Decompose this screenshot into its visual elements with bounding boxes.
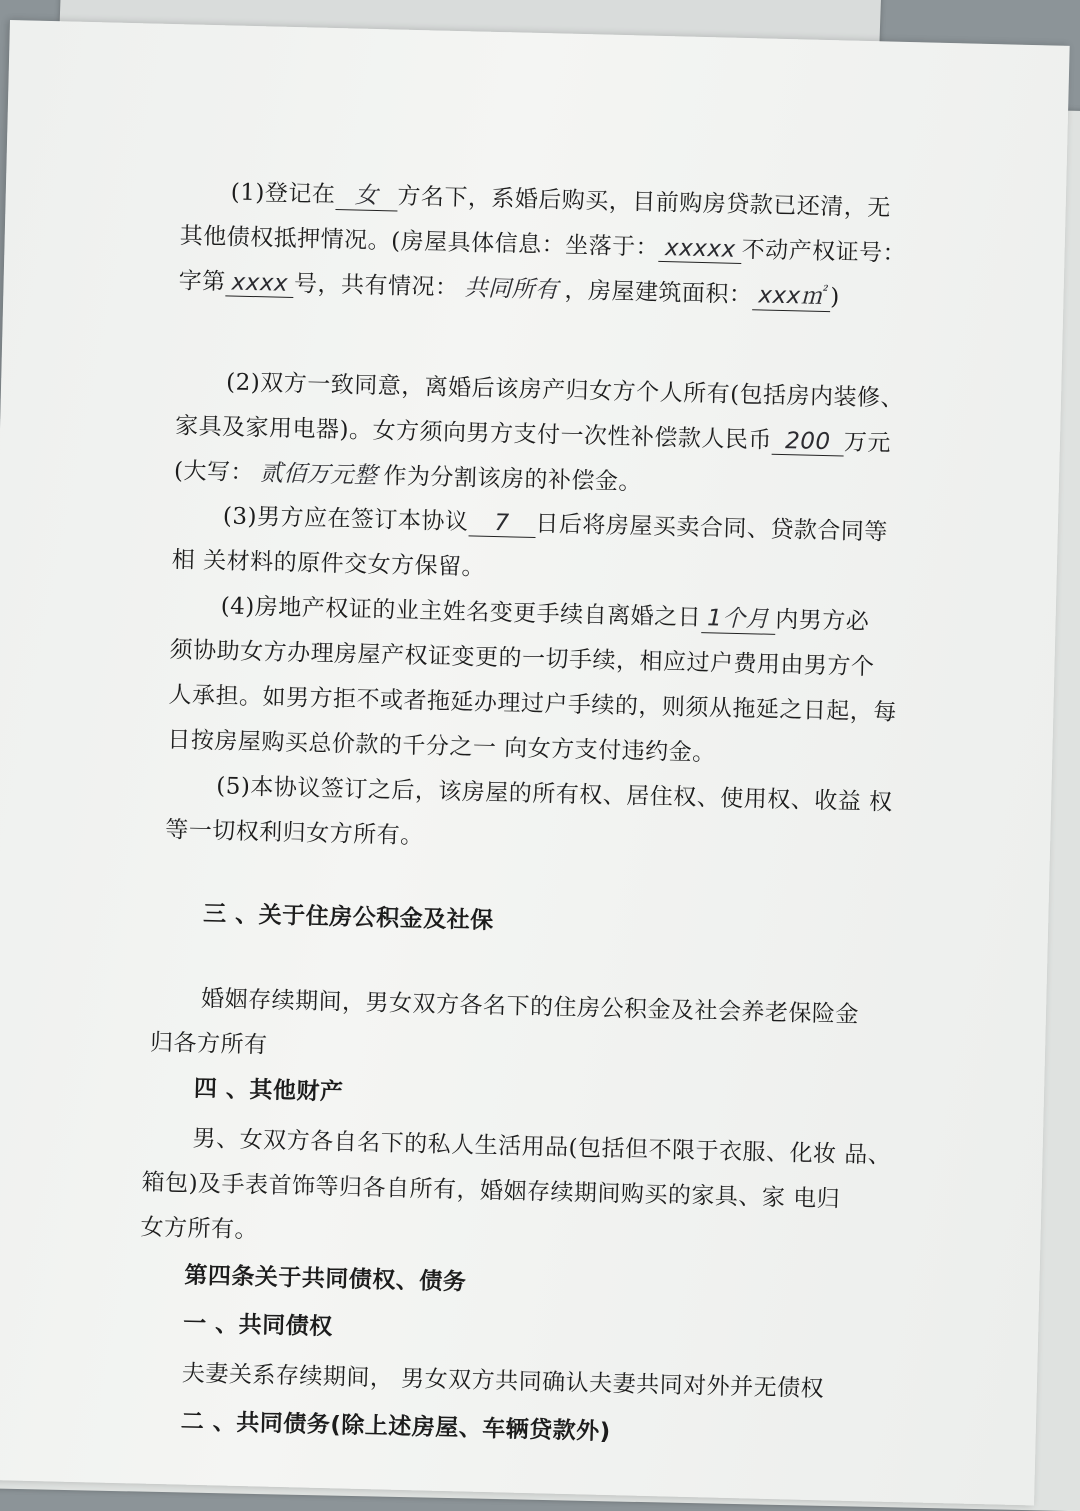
- handwritten-period: 1个月: [701, 599, 776, 635]
- text: 日后将房屋买卖合同、贷款合同等: [535, 510, 889, 546]
- text: (1)登记在: [230, 179, 336, 208]
- text: 其他债权抵押情况。(房屋具体信息：坐落于：: [179, 223, 660, 261]
- handwritten-days: 7: [468, 509, 536, 538]
- heading-text: 三 、关于住房公积金及社保: [202, 900, 494, 935]
- text: 人承担。如男方拒不或者拖延办理过户手续的，则须从拖延之日起，每: [168, 682, 898, 726]
- text: 家具及家用电器)。女方须向男方支付一次性补偿款人民币: [174, 413, 773, 454]
- p1-line3: [178, 262, 840, 312]
- p2-line1: [226, 363, 905, 413]
- text: (4)房地产权证的业主姓名变更手续自离婚之日: [220, 593, 702, 632]
- text: 箱包)及手表首饰等归各自所有，婚姻存续期间购买的家具、家 电归: [141, 1169, 841, 1213]
- section4-heading: [194, 1070, 344, 1107]
- text: 夫妻关系存续期间， 男女双方共同确认夫妻共同对外并无债权: [181, 1360, 825, 1403]
- handwritten-ownership: 共同所有: [464, 275, 559, 304]
- handwritten-area: xxx㎡: [752, 276, 831, 312]
- p3-line2: [172, 541, 486, 582]
- heading-text: 四 、其他财产: [193, 1075, 344, 1106]
- p4-line2: [169, 631, 875, 681]
- p2-line3: [174, 452, 643, 496]
- text: 内男方必: [774, 606, 870, 636]
- article4-heading: [184, 1257, 467, 1297]
- text: ): [829, 284, 841, 311]
- text: 不动产权证号：: [741, 236, 907, 267]
- section3-line1: [201, 980, 860, 1029]
- text: 男、女双方各自名下的私人生活用品(包括但不限于衣服、化妆 品、: [192, 1125, 892, 1169]
- text: 等一切权利归女方所有。: [164, 817, 424, 850]
- p5-line1: [216, 767, 893, 817]
- document-text: [0, 20, 1070, 1505]
- handwritten-location: xxxxx: [659, 235, 742, 264]
- text: (5)本协议签订之后，该房屋的所有权、居住权、使用权、收益 权: [216, 773, 893, 816]
- p4-line4: [167, 721, 716, 767]
- document-page: [0, 20, 1070, 1505]
- handwritten-amount-words: 贰佰万元整: [259, 460, 378, 490]
- p4-line3: [168, 676, 897, 727]
- p4-line1: [220, 587, 869, 637]
- p3-line1: [223, 497, 889, 546]
- text: 相 关材料的原件交女方保留。: [171, 547, 486, 581]
- text: (2)双方一致同意，离婚后该房产归女方个人所有(包括房内装修、: [225, 369, 905, 412]
- heading-text: 一 、共同债权: [182, 1310, 333, 1341]
- heading-text: 二 、共同债务(除上述房屋、车辆贷款外): [180, 1408, 612, 1446]
- text: 字第: [178, 268, 226, 296]
- text: 作为分割该房的补偿金。: [383, 463, 643, 496]
- article4-sub1-heading: [183, 1305, 333, 1342]
- handwritten-certificate-no: xxxx: [225, 269, 294, 298]
- section4-line1: [192, 1120, 891, 1170]
- article4-sub1-text: [182, 1355, 825, 1404]
- text: 方名下，系婚后购买，目前购房贷款已还清，无: [397, 183, 892, 222]
- p1-line1: [230, 173, 891, 223]
- heading-text: 第四条关于共同债权、债务: [184, 1262, 467, 1296]
- text: 须协助女方办理房屋产权证变更的一切手续，相应过户费用由男方个: [169, 637, 875, 681]
- text: 日按房屋购买总价款的千分之一 向女方支付违约金。: [167, 727, 716, 767]
- text: (大写：: [173, 458, 255, 487]
- handwritten-owner: 女: [335, 176, 398, 212]
- p2-line2: [175, 407, 892, 457]
- text: 万元: [843, 429, 892, 457]
- section4-line2: [141, 1164, 840, 1214]
- handwritten-amount: 200: [772, 428, 845, 457]
- p5-line2: [165, 811, 424, 850]
- section3-line2: [150, 1024, 268, 1060]
- text: 婚姻存续期间，男女双方各名下的住房公积金及社会养老保险金: [200, 985, 860, 1029]
- text: ，房屋建筑面积：: [564, 277, 753, 309]
- section3-heading: [203, 895, 494, 935]
- p1-line2: [179, 217, 906, 268]
- text: 女方所有。: [140, 1214, 259, 1244]
- section4-line3: [140, 1209, 258, 1245]
- text: (3)男方应在签订本协议: [222, 503, 469, 536]
- text: 归各方所有: [149, 1029, 268, 1059]
- text: 号，共有情况：: [293, 271, 459, 302]
